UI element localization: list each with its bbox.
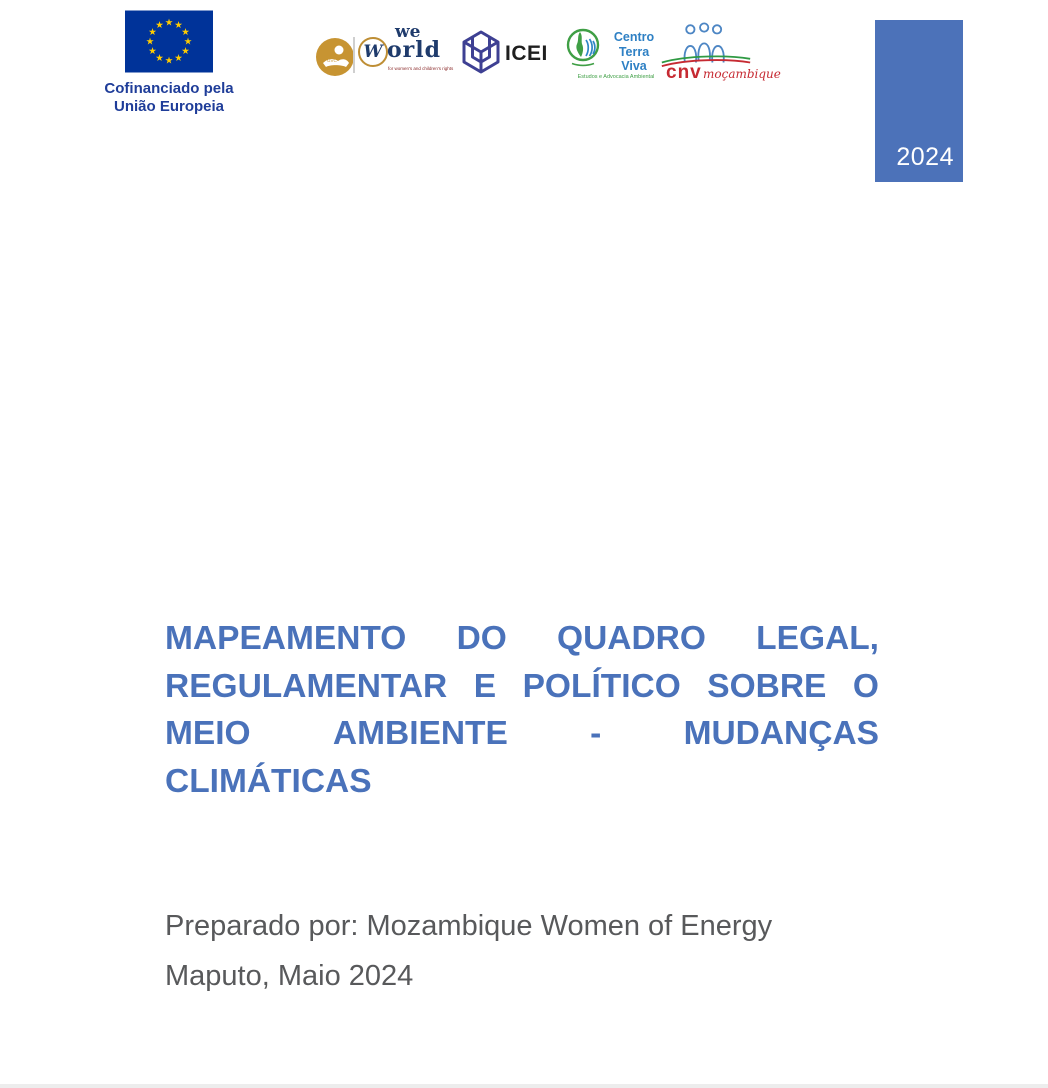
ctv-line2: Terra (618, 44, 650, 59)
cnv-logo (656, 22, 781, 88)
document-title (165, 620, 879, 810)
svg-text:★: ★ (148, 27, 157, 38)
ctv-globe-icon (566, 28, 600, 68)
weworld-orld: orld (387, 37, 442, 63)
title-line: CLIMÁTICAS (165, 762, 372, 800)
svg-text:★: ★ (155, 20, 164, 31)
gvc-label: GVC (327, 58, 337, 63)
eu-caption-line1: Cofinanciado pela (104, 80, 234, 97)
ctv-tagline: Estudos e Advocacia Ambiental (577, 74, 655, 80)
title-line: MAPEAMENTO DO QUADRO LEGAL, (165, 620, 879, 657)
prepared-by-line: Preparado por: Mozambique Women of Energy (165, 910, 773, 942)
eu-flag-icon (125, 10, 213, 73)
weworld-logo (358, 22, 454, 74)
page-bottom-edge (0, 1084, 1048, 1088)
ctv-wordmark (604, 30, 664, 74)
title-line: MEIO AMBIENTE - MUDANÇAS (165, 715, 879, 752)
svg-text:★: ★ (155, 53, 164, 64)
icei-label: ICEI (505, 42, 548, 65)
ctv-line1: Centro (613, 30, 655, 44)
weworld-w: W (363, 42, 383, 62)
cnv-place: moçambique (703, 67, 781, 81)
year-box (875, 20, 963, 182)
weworld-tagline: for women's and children's rights (388, 66, 454, 71)
ctv-line3: Viva (621, 59, 647, 73)
title-line: REGULAMENTAR E POLÍTICO SOBRE O (165, 667, 879, 705)
ctv-logo (566, 27, 666, 97)
cnv-name: cnv (666, 62, 702, 83)
logo-divider (353, 37, 355, 73)
weworld-we: we (395, 22, 421, 42)
eu-cofinance-caption (95, 80, 243, 115)
year-label: 2024 (896, 143, 954, 171)
svg-text:★: ★ (181, 27, 190, 38)
gvc-logo-icon (316, 38, 354, 76)
svg-text:★: ★ (148, 46, 157, 57)
eu-caption-line2: União Europeia (113, 97, 225, 115)
byline (165, 901, 885, 1001)
svg-text:★: ★ (174, 20, 183, 31)
svg-text:★: ★ (174, 53, 183, 64)
svg-text:★: ★ (181, 46, 190, 57)
weworld-ring-icon (358, 37, 388, 67)
svg-text:★: ★ (164, 55, 174, 67)
place-date-line: Maputo, Maio 2024 (165, 960, 414, 992)
svg-text:★: ★ (183, 36, 193, 48)
icei-logo-icon (462, 30, 500, 74)
svg-text:★: ★ (164, 17, 174, 29)
svg-text:★: ★ (145, 36, 155, 48)
